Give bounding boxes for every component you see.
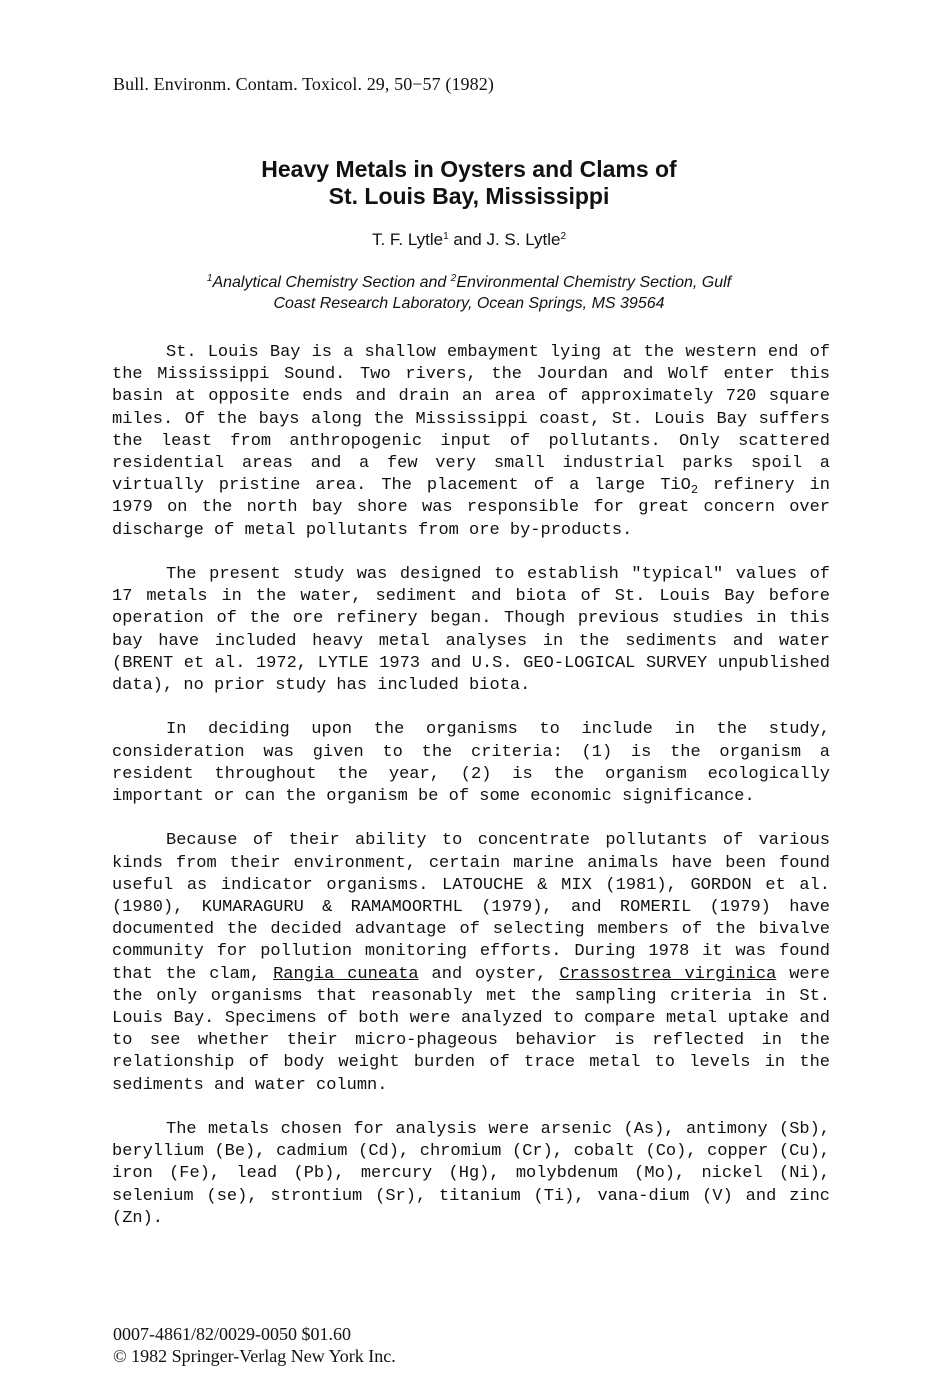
- paragraph-4-text-c: were the only organisms that reasonably met the sampling criteria in St. Louis Bay. Specimens of both were analyzed to compare metal uptake and to see whether their micro-phageous behavior is reflected in the relationship of body weight burden of trace metal to levels in the sediments and water column.: [112, 964, 830, 1095]
- footer: [113, 1323, 396, 1367]
- affiliation-part-2: Environmental Chemistry Section, Gulf: [456, 274, 732, 291]
- title-line-1: Heavy Metals in Oysters and Clams of: [261, 156, 677, 182]
- paragraph-bivalves: [112, 830, 830, 1096]
- affiliation-mark-1: 1: [206, 273, 213, 284]
- author-1: T. F. Lytle: [371, 230, 444, 249]
- paragraph-criteria: In deciding upon the organisms to include in the study, consideration was given to the criteria: (1) is the organism a resident throughout the year, (2) is the organism ecologically important or can the organism be of some economic significance.: [112, 720, 830, 807]
- species-crassostrea-virginica: Crassostrea virginica: [559, 964, 777, 984]
- paragraph-4-text-b: and oyster,: [418, 964, 560, 984]
- paper-title: [0, 156, 938, 210]
- affiliation-part-1: Analytical Chemistry Section and: [212, 274, 451, 291]
- paragraph-1-text-a: St. Louis Bay is a shallow embayment lying at the western end of the Mississippi Sound. Two rivers, the Jourdan and Wolf enter this basin at opposite ends and drain an area of approximately 720 square miles. Of the bays along the Mississippi coast, St. Louis Bay suffers the least from anthropogenic input of pollutants. Only scattered residential areas and a few very small industrial parks spoil a virtually pristine area. The placement of a large TiO: [112, 343, 830, 496]
- footer-copyright: © 1982 Springer-Verlag New York Inc.: [113, 1346, 396, 1366]
- paragraph-intro: [112, 342, 830, 542]
- paragraph-1-text-b: refinery in 1979 on the north bay shore was responsible for great concern over discharge of metal pollutants from ore by-products.: [112, 476, 830, 540]
- body-text: [112, 342, 830, 1252]
- affiliation: [0, 272, 938, 314]
- author-2: J. S. Lytle: [486, 230, 561, 249]
- title-line-2: St. Louis Bay, Mississippi: [328, 183, 610, 209]
- author-2-affiliation-mark: 2: [560, 231, 567, 242]
- affiliation-line-2: Coast Research Laboratory, Ocean Springs, MS 39564: [273, 295, 665, 312]
- paragraph-4-text-a: Because of their ability to concentrate pollutants of various kinds from their environment, certain marine animals have been found useful as indicator organisms. LATOUCHE & MIX (1981), GORDON et al. (1980), KUMARAGURU & RAMAMOORTHL (1979), and ROMERIL (1979) have documented the decided advantage of selecting members of the bivalve community for pollution monitoring efforts. During 1978 it was found that the clam,: [112, 831, 830, 984]
- affiliation-mark-2: 2: [450, 273, 457, 284]
- paragraph-study-design: The present study was designed to establish "typical" values of 17 metals in the water, sediment and biota of St. Louis Bay before operation of the ore refinery began. Though previous studies in this bay have included heavy metal analyses in the sediments and water (BRENT et al. 1972, LYTLE 1973 and U.S. GEO-LOGICAL SURVEY unpublished data), no prior study has included biota.: [112, 565, 830, 696]
- author-connector: and: [448, 230, 487, 249]
- paragraph-metals: The metals chosen for analysis were arsenic (As), antimony (Sb), beryllium (Be), cadmium (Cd), chromium (Cr), cobalt (Co), copper (Cu), iron (Fe), lead (Pb), mercury (Hg), molybdenum (Mo), nickel (Ni), selenium (se), strontium (Sr), titanium (Ti), vana-dium (V) and zinc (Zn).: [112, 1120, 830, 1228]
- author-list: [0, 230, 938, 250]
- species-rangia-cuneata: Rangia cuneata: [273, 964, 419, 984]
- author-1-affiliation-mark: 1: [443, 231, 449, 242]
- tio2-subscript: 2: [690, 483, 699, 498]
- footer-code: 0007-4861/82/0029-0050 $01.60: [113, 1324, 351, 1344]
- journal-citation: Bull. Environm. Contam. Toxicol. 29, 50−57 (1982): [113, 74, 494, 94]
